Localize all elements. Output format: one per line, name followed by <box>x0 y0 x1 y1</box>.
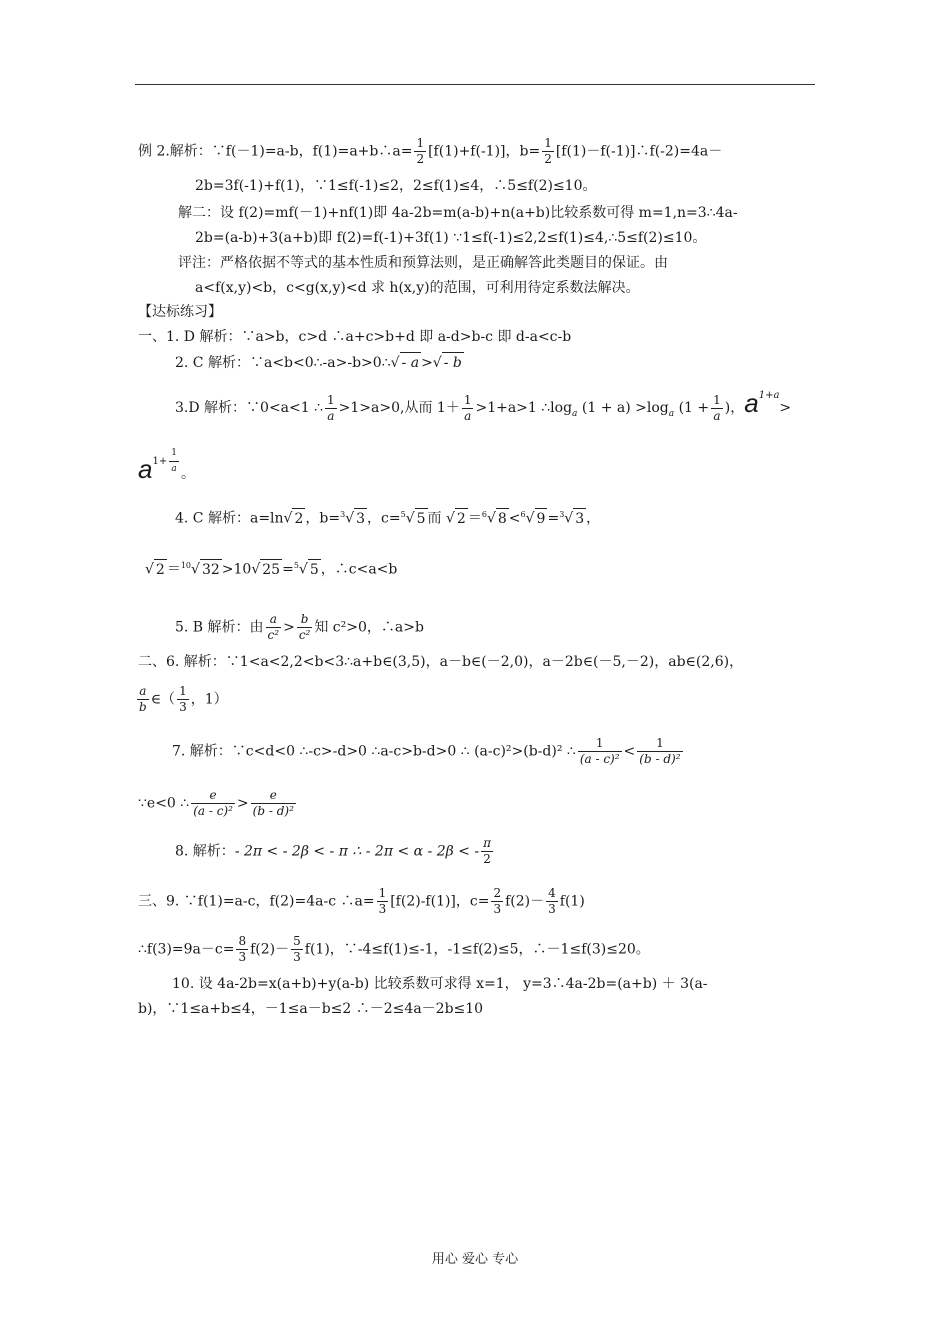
exponent: 1+a <box>758 390 780 401</box>
radicand: 3 <box>354 508 367 529</box>
radicand: 8 <box>496 508 509 529</box>
numerator: e <box>251 788 296 804</box>
text: 。 <box>180 466 195 482</box>
text: ∴f(3)=9a－c= <box>138 941 235 958</box>
fraction <box>462 393 474 424</box>
q3-line <box>175 386 791 424</box>
ex2-line-3: 解二：设 f(2)=mf(－1)+nf(1)即 4a-2b=m(a-b)+n(a+b)比较系数可得 m=1,n=3∴4a- <box>178 205 738 221</box>
q7-line <box>172 736 685 767</box>
text: 3.D 解析：∵0<a<1 ∴ <box>175 400 324 416</box>
text: 8. 解析： <box>175 843 235 860</box>
ex2-line-1 <box>138 136 722 167</box>
denominator: c² <box>267 628 280 642</box>
q4-line: 4. C 解析：a=ln√ 2 ，b=$^3$√ 3 ，c=$^5$√ 5 而 √ 2 ＝$^6$√ 8 <$^6$√ 9 =$^3$√ 3 ， <box>175 505 600 529</box>
radicand: - b <box>442 352 464 373</box>
section-title: 【达标练习】 <box>138 304 222 320</box>
index: 3 <box>559 510 565 519</box>
denominator: (a - c)² <box>579 752 620 766</box>
text: )， <box>724 400 745 416</box>
q9-line-2 <box>138 934 650 965</box>
text: 例 2.解析：∵f(－1)=a-b，f(1)=a+b∴a= <box>138 143 413 160</box>
text: 10 <box>233 561 252 578</box>
denominator: 2 <box>483 852 491 866</box>
text: ＝ <box>166 561 181 578</box>
text: f(2)－ <box>250 941 290 958</box>
fraction <box>546 886 558 917</box>
text: (1 + a) >log <box>581 400 669 416</box>
radicand: 9 <box>535 508 548 529</box>
text: = <box>282 561 294 578</box>
numerator: a <box>137 684 149 700</box>
index: 3 <box>340 510 346 519</box>
numerator: 4 <box>548 886 556 900</box>
numerator: 1 <box>637 736 682 752</box>
text: ， <box>586 510 601 527</box>
fraction <box>491 886 503 917</box>
text: f(1) <box>559 893 585 910</box>
text: ，b= <box>305 510 341 527</box>
radicand: - a <box>400 352 422 373</box>
q8-line <box>175 836 495 867</box>
fraction <box>137 684 149 715</box>
denominator: 2 <box>544 152 552 166</box>
denominator: a <box>327 408 335 423</box>
text: ，∴c<a<b <box>320 561 398 578</box>
numerator: 1 <box>713 392 721 407</box>
q2-line: 2. C 解析：∵a<b<0∴-a>-b>0∴√ - a >√ - b <box>175 352 464 373</box>
text: [f(2)-f(1)]，c= <box>390 893 490 910</box>
q6-line: 二、6. 解析：∵1<a<2,2<b<3∴a+b∈(3,5)，a－b∈(－2,0)，a－2b∈(－5,－2)，ab∈(2,6)， <box>138 654 744 670</box>
text: 三、9. ∵f(1)=a-c，f(2)=4a-c ∴a= <box>138 893 375 910</box>
text: f(1)，∵-4≤f(1)≤-1，-1≤f(2)≤5，∴－1≤f(3)≤20。 <box>304 941 650 958</box>
q10-line: 10. 设 4a-2b=x(a+b)+y(a-b) 比较系数可求得 x=1， y=3∴4a-2b=(a+b) ＋ 3(a- <box>172 976 708 992</box>
numerator: a <box>266 612 282 628</box>
denominator: 3 <box>293 950 301 964</box>
index: 6 <box>520 510 526 519</box>
exponent: 1+ 1 a <box>152 448 177 474</box>
q7-line-2 <box>138 788 298 819</box>
denominator: 3 <box>548 902 556 916</box>
ex2-line-4: 2b=(a-b)+3(a+b)即 f(2)=f(-1)+3f(1) ∵1≤f(-1)≤2,2≤f(1)≤4,∴5≤f(2)≤10。 <box>195 230 707 246</box>
radicand: 5 <box>415 508 428 529</box>
denominator: (b - d)² <box>252 804 294 818</box>
expression: - 2π < - 2β < - π ∴ - 2π < α - 2β < - <box>234 843 480 860</box>
text: > <box>236 795 249 812</box>
numerator: 1 <box>179 684 187 698</box>
numerator: b <box>297 612 313 628</box>
fraction <box>297 612 313 643</box>
denominator: 3 <box>179 700 187 714</box>
text: 知 c²>0，∴a>b <box>314 619 424 636</box>
numerator: 1 <box>378 886 387 900</box>
numerator: 1 <box>416 136 425 150</box>
text: >1+a>1 ∴log <box>475 400 573 416</box>
denominator: a <box>464 408 472 423</box>
denominator: a <box>713 408 721 423</box>
subscript: a <box>572 408 578 419</box>
denominator: (b - d)² <box>639 752 681 766</box>
text: 5. B 解析：由 <box>175 619 264 636</box>
ex2-line-2: 2b=3f(-1)+f(1)，∵1≤f(-1)≤2，2≤f(1)≤4，∴5≤f(2)≤10。 <box>195 178 597 194</box>
radicand: 25 <box>260 559 282 580</box>
fraction <box>711 393 723 424</box>
fraction <box>542 136 554 167</box>
subscript: a <box>668 408 675 419</box>
text: < <box>623 743 636 760</box>
text: (1 + <box>678 400 710 416</box>
numerator: 2 <box>493 886 502 900</box>
numerator: 8 <box>238 934 247 948</box>
fraction <box>191 788 235 819</box>
numerator: 1 <box>544 136 552 150</box>
q9-line <box>138 886 585 917</box>
fraction <box>177 684 189 715</box>
q1-line: 一、1. D 解析：∵a>b，c>d ∴a+c>b+d 即 a-d>b-c 即 d-a<c-b <box>138 329 572 345</box>
ex2-line-6: a<f(x,y)<b，c<g(x,y)<d 求 h(x,y)的范围，可利用待定系数法解决。 <box>195 280 640 296</box>
numerator: 5 <box>293 934 301 948</box>
radicand: 5 <box>308 559 321 580</box>
fraction <box>481 836 493 867</box>
fraction <box>578 736 622 767</box>
fraction <box>291 934 303 965</box>
radicand: 3 <box>573 508 586 529</box>
page-footer: 用心 爱心 专心 <box>431 1252 519 1267</box>
text: 4. C 解析：a=ln <box>175 510 284 527</box>
fraction <box>414 136 426 167</box>
fraction <box>637 736 682 767</box>
denominator: 2 <box>416 152 425 166</box>
radicand: 32 <box>200 559 222 580</box>
text: [f(1)－f(-1)]∴f(-2)=4a－ <box>555 143 723 160</box>
q6-line-2 <box>135 684 228 715</box>
text: < <box>508 510 521 527</box>
text: ∈（ <box>150 691 176 708</box>
denominator: 3 <box>493 902 502 916</box>
denominator: (a - c)² <box>193 804 233 818</box>
text: 7. 解析：∵c<d<0 ∴-c>-d>0 ∴a-c>b-d>0 ∴ (a-c)²>(b-d)² ∴ <box>172 743 576 760</box>
text: > <box>283 619 295 636</box>
radicand: 2 <box>292 508 305 529</box>
text: 2. C 解析：∵a<b<0∴-a>-b>0∴ <box>175 355 391 371</box>
text: ，c= <box>367 510 401 527</box>
denominator: 3 <box>378 902 387 916</box>
index: 5 <box>400 510 406 519</box>
radicand: 2 <box>154 559 167 580</box>
index: 6 <box>481 510 487 519</box>
fraction <box>251 788 296 819</box>
denominator: 3 <box>238 950 247 964</box>
fraction <box>377 886 389 917</box>
fraction <box>266 612 282 643</box>
q5-line <box>175 612 424 643</box>
radicand: 2 <box>455 508 468 529</box>
text: f(2)－ <box>505 893 545 910</box>
header-rule <box>135 84 815 85</box>
text: 而 <box>427 510 442 527</box>
q4-line-2: √ 2 ＝$^{10}$√ 32 >10√ 25 =$^5$√ 5 ，∴c<a<b <box>145 556 397 580</box>
numerator: 1 <box>327 392 335 407</box>
text: > <box>779 400 792 416</box>
q3-line-2 <box>138 446 195 484</box>
q10-line-2: b)，∵1≤a+b≤4，－1≤a－b≤2 ∴－2≤4a－2b≤10 <box>138 1001 484 1017</box>
text: [f(1)+f(-1)]，b= <box>428 143 541 160</box>
fraction <box>236 934 248 965</box>
text: ∵e<0 ∴ <box>138 795 190 812</box>
numerator: 1 <box>578 736 622 752</box>
text: > <box>421 355 433 371</box>
numerator: 1 <box>463 392 472 407</box>
denominator: b <box>139 700 147 714</box>
fraction <box>325 393 337 424</box>
base: a <box>138 454 153 484</box>
text: >1>a>0,从而 1＋ <box>338 400 460 416</box>
numerator: e <box>191 788 235 804</box>
text: ，1） <box>190 691 228 708</box>
index: 5 <box>293 561 299 570</box>
base: a <box>744 388 759 418</box>
text: > <box>221 561 234 578</box>
denominator: c² <box>298 628 311 642</box>
index: 10 <box>180 561 192 570</box>
text: = <box>547 510 560 527</box>
ex2-comment: 评注：严格依据不等式的基本性质和预算法则，是正确解答此类题目的保证。由 <box>178 255 668 271</box>
text: ＝ <box>467 510 482 527</box>
numerator: π <box>483 836 491 850</box>
